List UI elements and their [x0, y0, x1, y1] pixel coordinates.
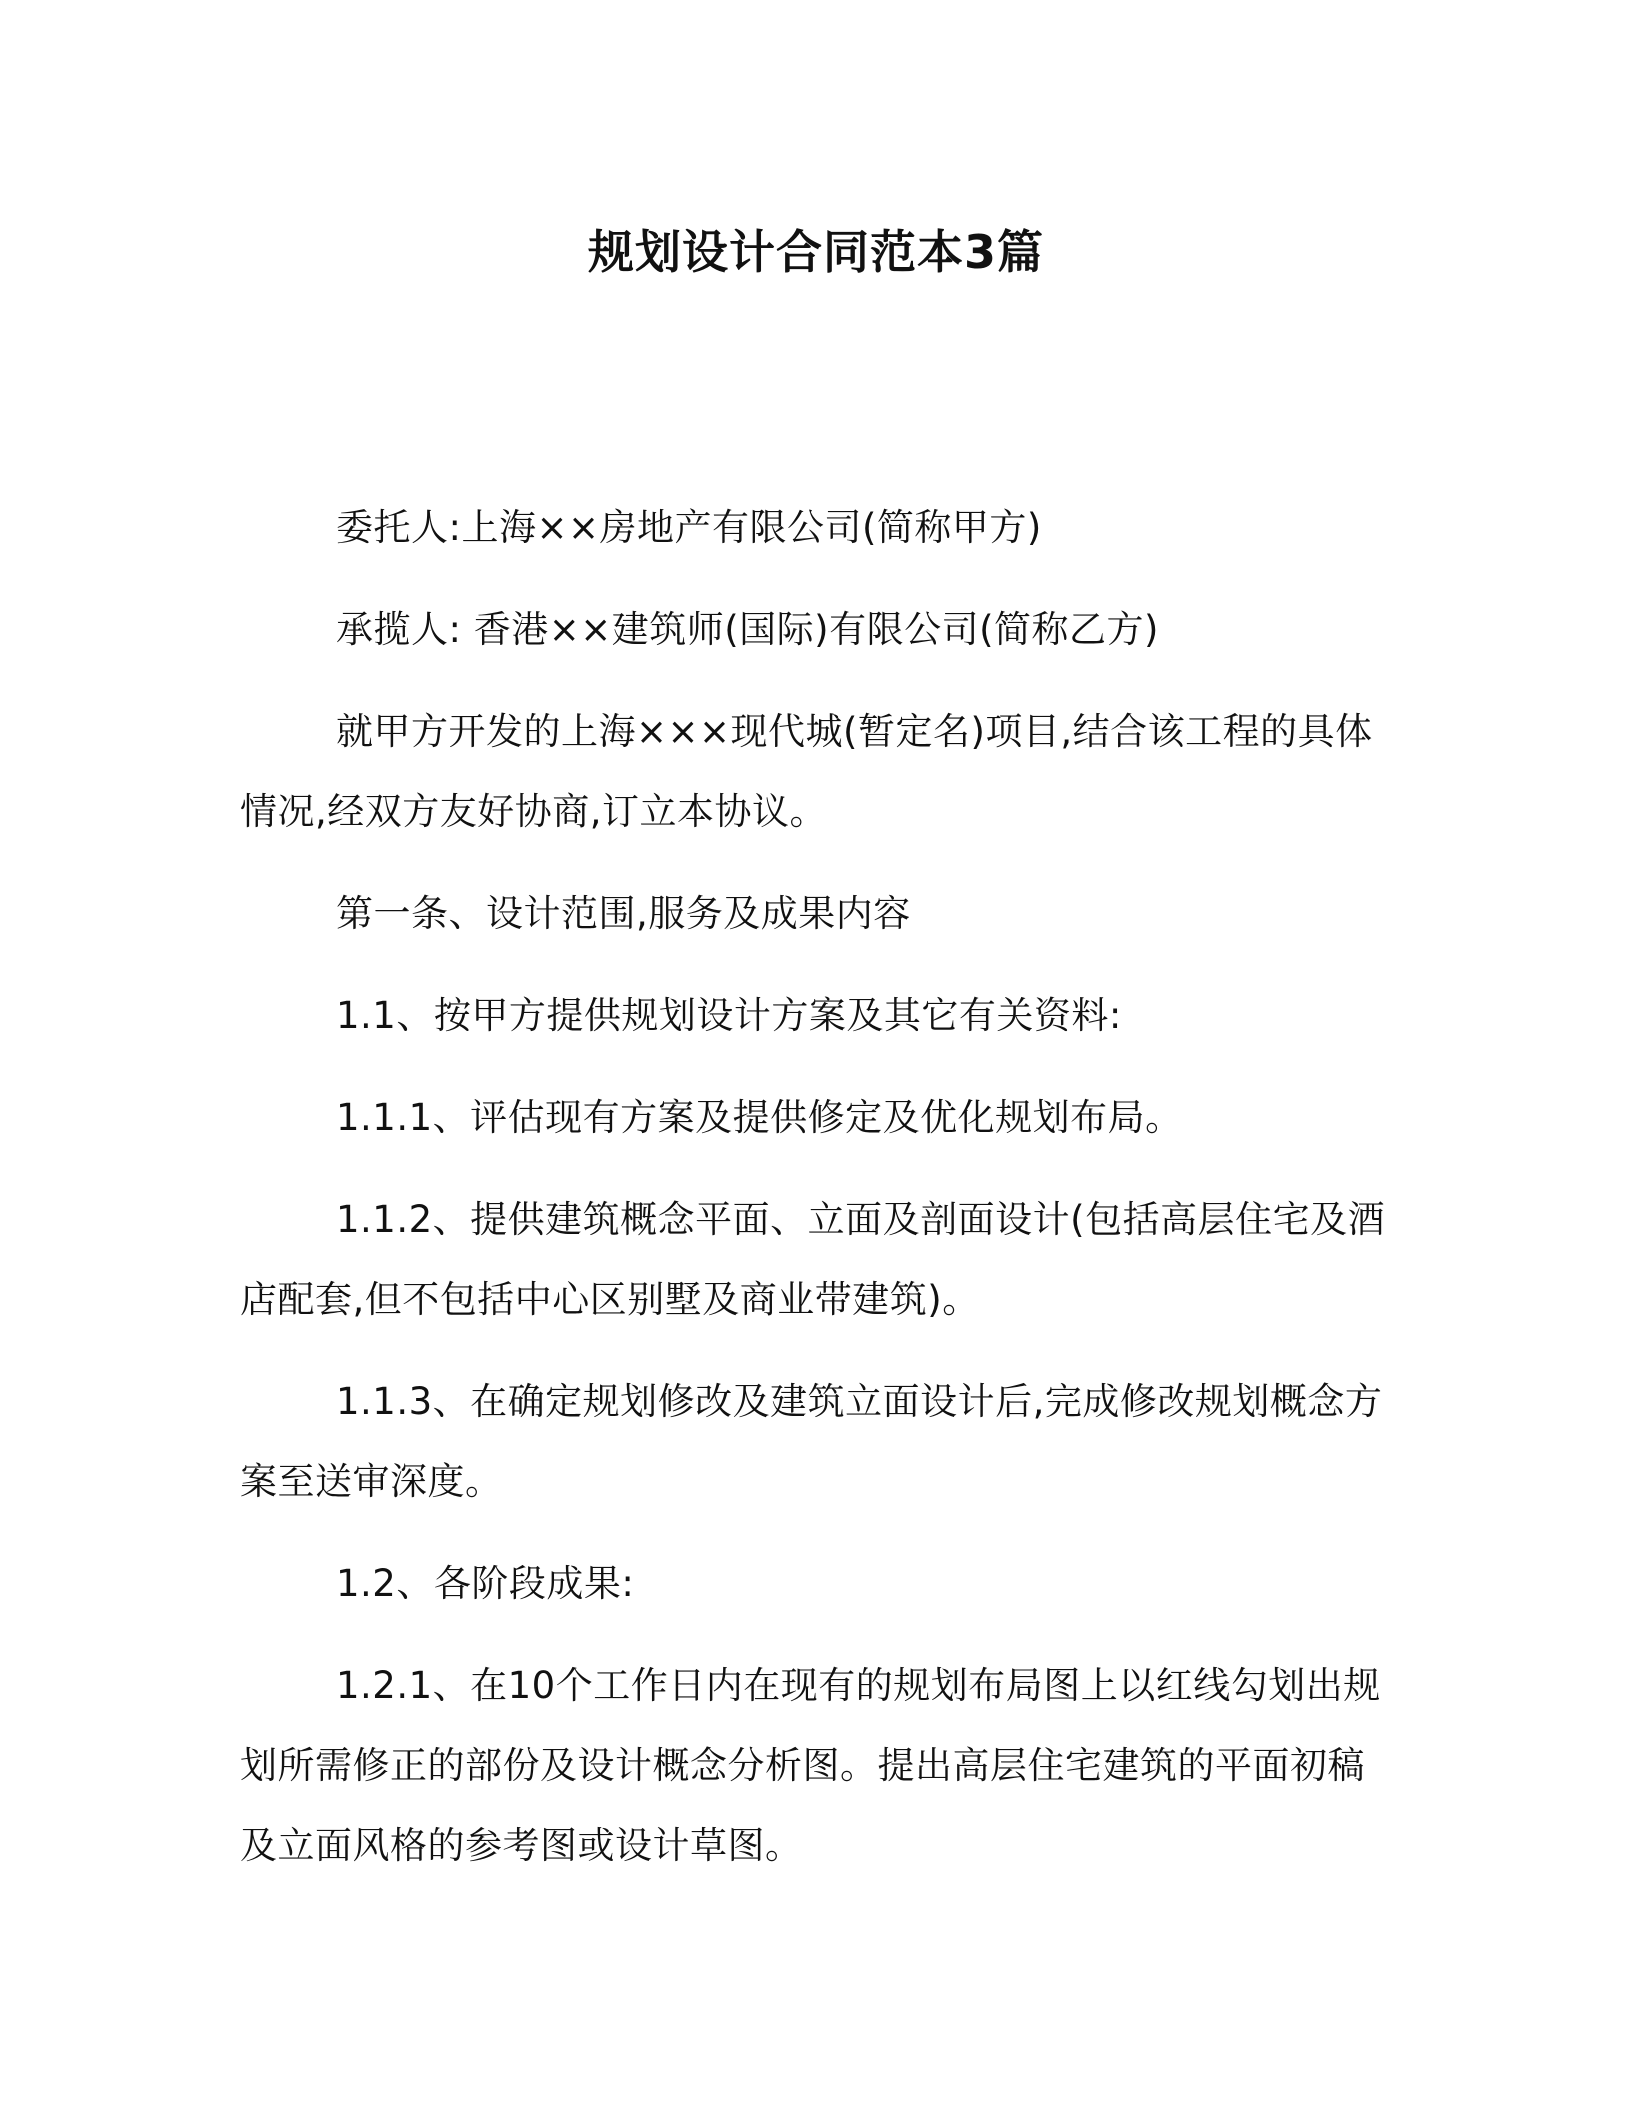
- paragraph-clause-1-1-3: 1.1.3、在确定规划修改及建筑立面设计后,完成修改规划概念方案至送审深度。: [240, 1380, 1383, 1503]
- paragraph-clause-1-1-1: 1.1.1、评估现有方案及提供修定及优化规划布局。: [336, 1096, 1183, 1139]
- document-body: [240, 488, 1390, 1908]
- paragraph-contractor: 承揽人: 香港××建筑师(国际)有限公司(简称乙方): [336, 608, 1159, 651]
- paragraph-clause-1-1: 1.1、按甲方提供规划设计方案及其它有关资料:: [336, 994, 1122, 1037]
- document-title: 规划设计合同范本3篇: [587, 225, 1044, 279]
- paragraph-preamble: 就甲方开发的上海×××现代城(暂定名)项目,结合该工程的具体情况,经双方友好协商,订立本协议。: [240, 710, 1373, 833]
- paragraph-clause-1-2: 1.2、各阶段成果:: [336, 1562, 635, 1605]
- paragraph-client: 委托人:上海××房地产有限公司(简称甲方): [336, 506, 1042, 549]
- paragraph-article-1-heading: 第一条、设计范围,服务及成果内容: [336, 892, 911, 935]
- paragraph-clause-1-1-2: 1.1.2、提供建筑概念平面、立面及剖面设计(包括高层住宅及酒店配套,但不包括中心区别墅及商业带建筑)。: [240, 1198, 1386, 1321]
- paragraph-clause-1-2-1: 1.2.1、在10个工作日内在现有的规划布局图上以红线勾划出规划所需修正的部份及设计概念分析图。提出高层住宅建筑的平面初稿及立面风格的参考图或设计草图。: [240, 1664, 1381, 1867]
